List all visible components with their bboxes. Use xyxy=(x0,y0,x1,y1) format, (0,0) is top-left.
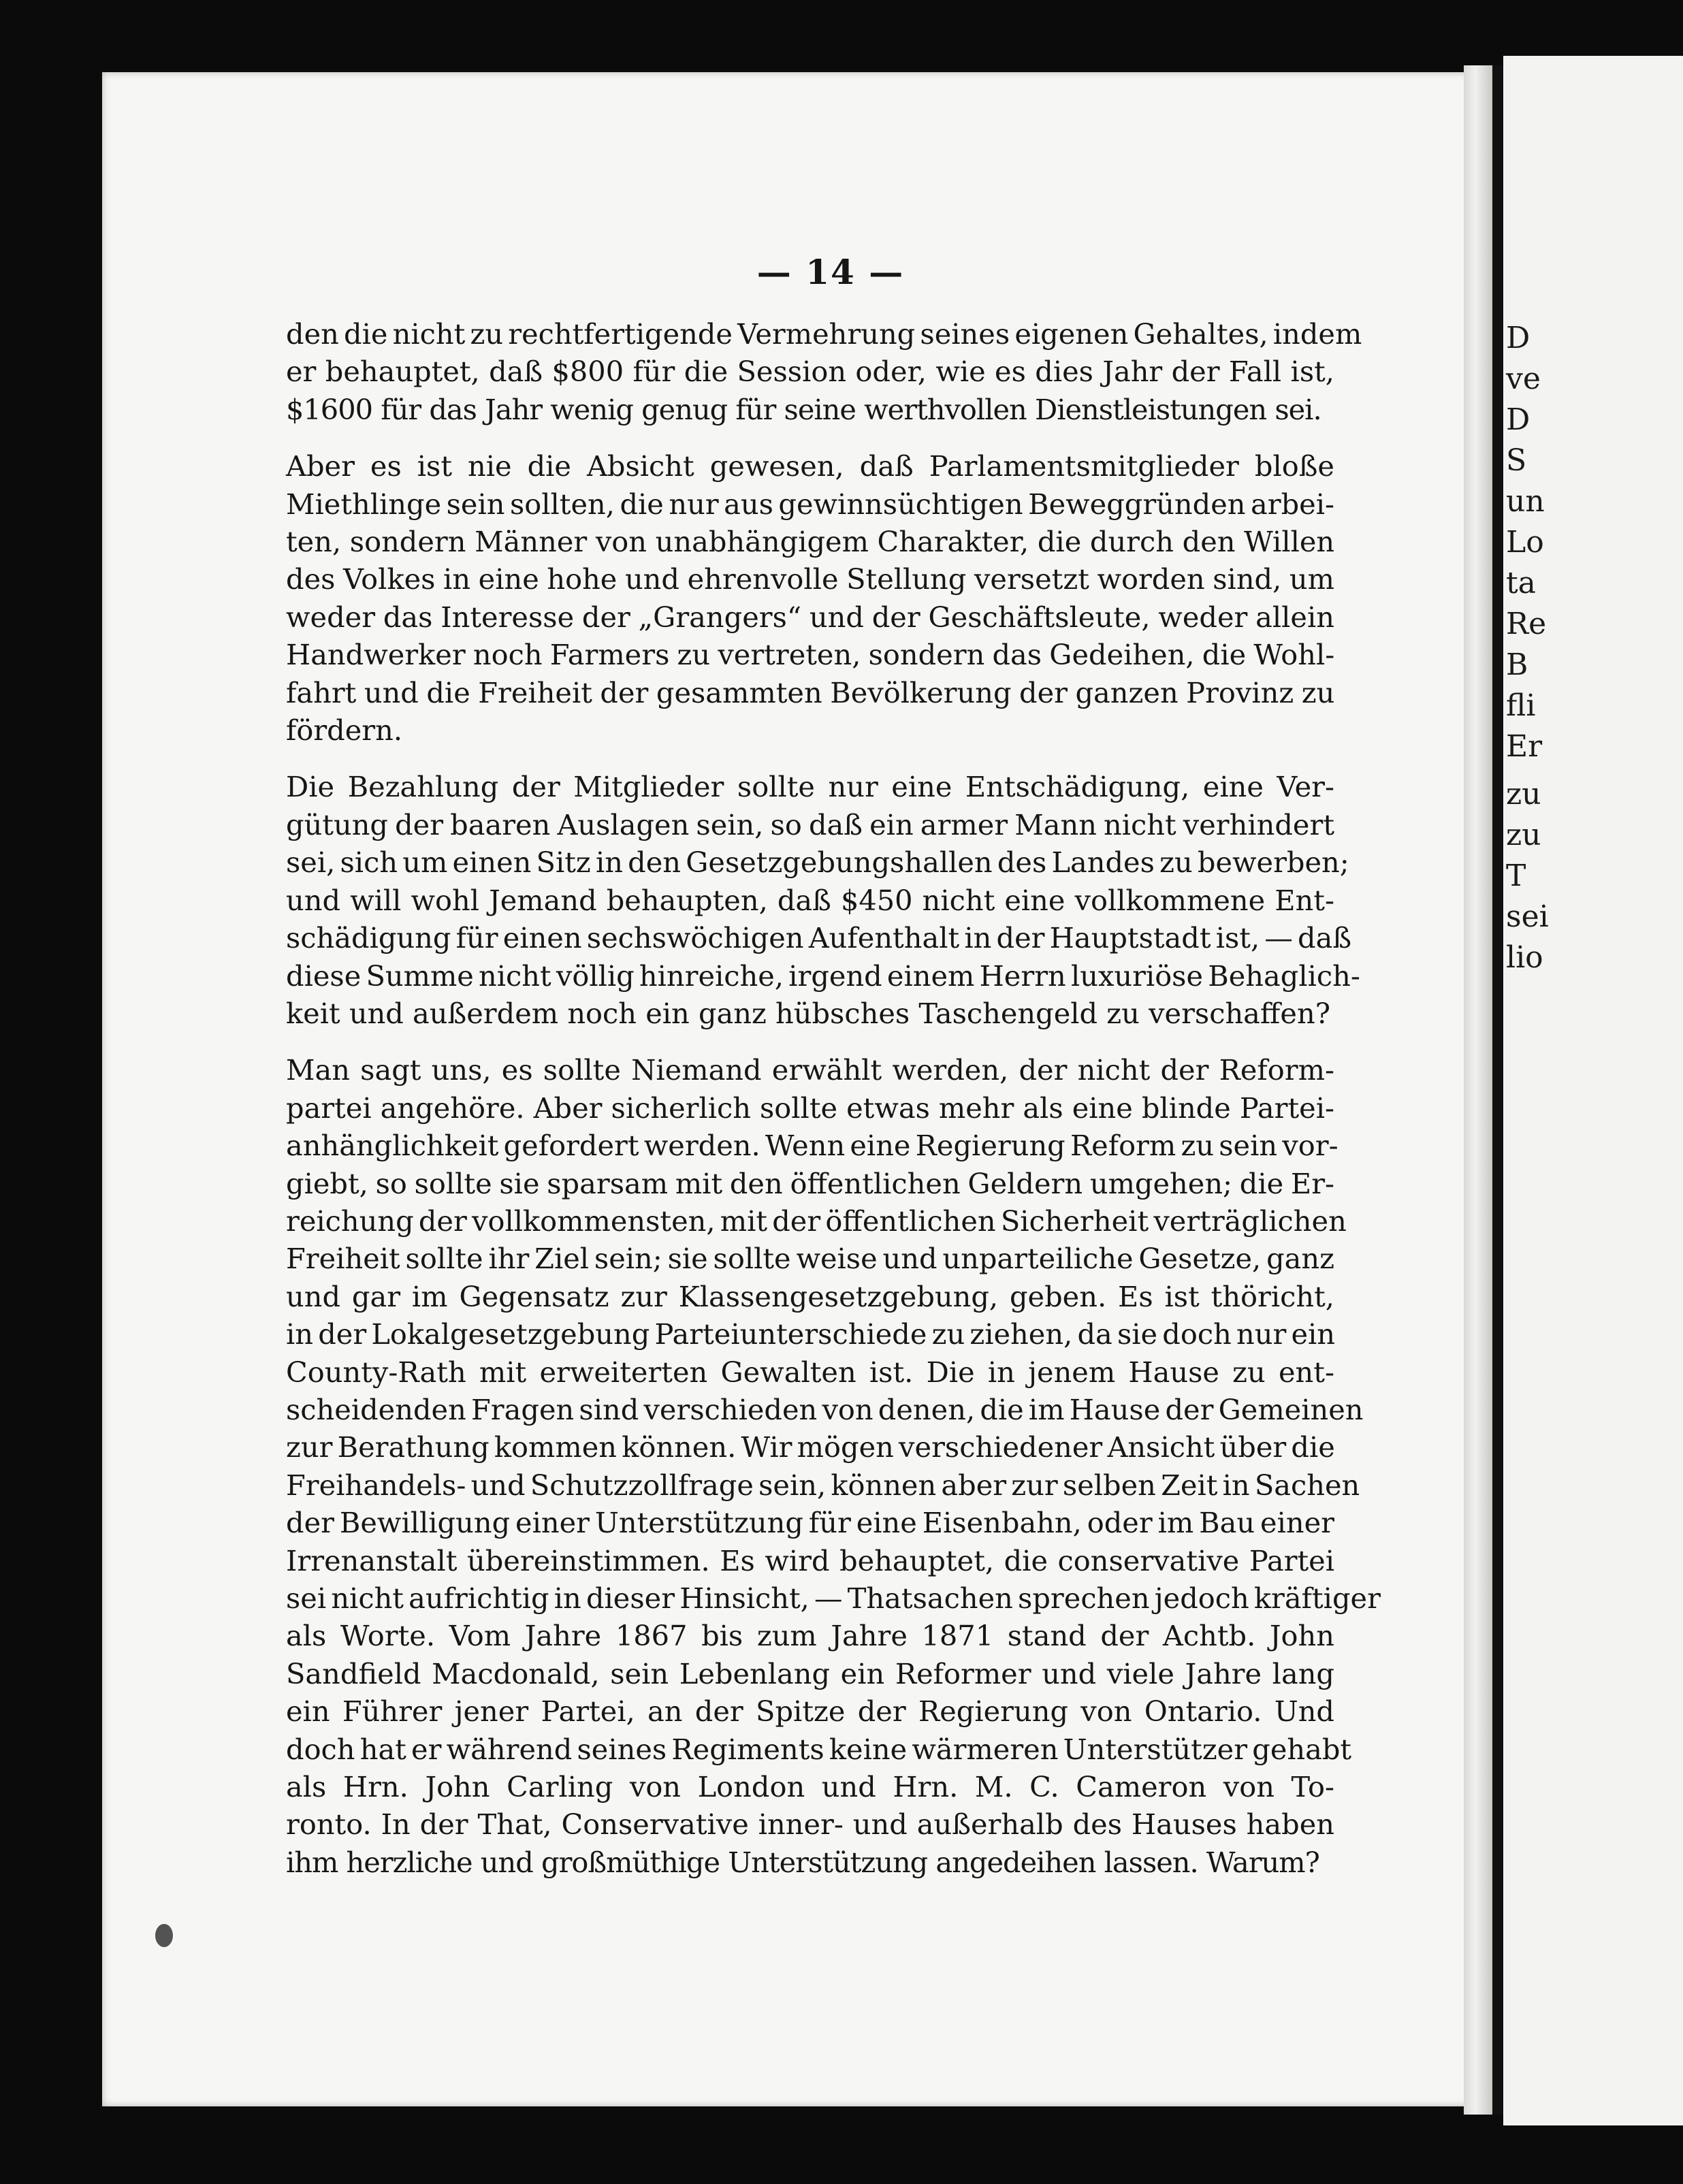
adjacent-page-fragment: Lo xyxy=(1506,525,1544,560)
text-line: reichung der vollkommensten, mit der öffentlichen Sicherheit verträglichen xyxy=(286,1204,1347,1238)
text-line: Freihandels- und Schutzzollfrage sein, können aber zur selben Zeit in Sachen xyxy=(286,1468,1360,1502)
text-line: ronto. In der That, Conservative inner- und außerhalb des Hauses haben xyxy=(286,1808,1334,1842)
text-line: ten, sondern Männer von unabhängigem Charakter, die durch den Willen xyxy=(286,525,1335,559)
paragraph xyxy=(286,447,1334,749)
adjacent-page-fragment: zu xyxy=(1506,777,1541,812)
text-line: partei angehöre. Aber sicherlich sollte etwas mehr als eine blinde Partei- xyxy=(286,1091,1334,1125)
text-line: Miethlinge sein sollten, die nur aus gewinnsüchtigen Beweggründen arbei- xyxy=(286,487,1334,521)
text-line: diese Summe nicht völlig hinreiche, irgend einem Herrn luxuriöse Behaglich- xyxy=(286,959,1360,993)
body-text xyxy=(286,315,1381,1881)
adjacent-page-fragment: Er xyxy=(1506,729,1543,764)
paragraph xyxy=(286,768,1360,1032)
adjacent-page-fragment: zu xyxy=(1506,818,1541,852)
text-line: weder das Interesse der „Grangers“ und der Geschäftsleute, weder allein xyxy=(286,600,1334,634)
page-number: — 14 — xyxy=(756,252,905,292)
text-line: anhänglichkeit gefordert werden. Wenn eine Regierung Reform zu sein vor- xyxy=(286,1129,1339,1163)
adjacent-page-fragment: T xyxy=(1506,858,1526,893)
text-line: den die nicht zu rechtfertigende Vermehrung seines eigenen Gehaltes, indem xyxy=(286,317,1362,351)
text-line: Die Bezahlung der Mitglieder sollte nur eine Entschädigung, eine Ver- xyxy=(286,770,1334,804)
text-line: schädigung für einen sechswöchigen Aufenthalt in der Hauptstadt ist, — daß xyxy=(286,921,1352,955)
adjacent-page-fragment: B xyxy=(1506,647,1528,682)
text-line: zur Berathung kommen können. Wir mögen verschiedener Ansicht über die xyxy=(286,1430,1335,1464)
text-line: gütung der baaren Auslagen sein, so daß ein armer Mann nicht verhindert xyxy=(286,807,1334,841)
text-line: Handwerker noch Farmers zu vertreten, sondern das Gedeihen, die Wohl- xyxy=(286,638,1335,672)
adjacent-page-fragment: S xyxy=(1506,443,1527,478)
page-content xyxy=(286,252,1381,1881)
text-line: des Volkes in eine hohe und ehrenvolle Stellung versetzt worden sind, um xyxy=(286,562,1334,596)
text-line: sei nicht aufrichtig in dieser Hinsicht, — Thatsachen sprechen jedoch kräftiger xyxy=(286,1581,1381,1615)
paragraph xyxy=(286,1051,1381,1881)
page-edge xyxy=(1464,65,1492,2115)
adjacent-page-fragment: D xyxy=(1506,402,1530,437)
book-gutter xyxy=(1492,65,1503,2115)
text-line: $1600 für das Jahr wenig genug für seine werthvollen Dienstleistungen sei. xyxy=(286,392,1321,426)
text-line: scheidenden Fragen sind verschieden von denen, die im Hause der Gemeinen xyxy=(286,1392,1364,1426)
ink-smudge xyxy=(155,1924,173,1947)
adjacent-page xyxy=(1503,56,1683,2125)
adjacent-page-fragment: sei xyxy=(1506,899,1549,934)
text-line: ein Führer jener Partei, an der Spitze der Regierung von Ontario. Und xyxy=(286,1695,1334,1729)
adjacent-page-fragment: fli xyxy=(1506,688,1536,723)
text-line: Man sagt uns, es sollte Niemand erwählt werden, der nicht der Reform- xyxy=(286,1053,1334,1087)
adjacent-page-fragment: ve xyxy=(1506,362,1541,396)
text-line: keit und außerdem noch ein ganz hübsches Taschengeld zu verschaffen? xyxy=(286,996,1330,1030)
paragraph xyxy=(286,315,1362,428)
text-line: in der Lokalgesetzgebung Parteiunterschiede zu ziehen, da sie doch nur ein xyxy=(286,1317,1336,1351)
text-line: als Hrn. John Carling von London und Hrn. M. C. Cameron von To- xyxy=(286,1770,1334,1804)
text-line: doch hat er während seines Regiments keine wärmeren Unterstützer gehabt xyxy=(286,1732,1352,1766)
text-line: ihm herzliche und großmüthige Unterstützung angedeihen lassen. Warum? xyxy=(286,1845,1319,1879)
text-line: Aber es ist nie die Absicht gewesen, daß Parlamentsmitglieder bloße xyxy=(286,449,1334,483)
text-line: giebt, so sollte sie sparsam mit den öffentlichen Geldern umgehen; die Er- xyxy=(286,1166,1335,1200)
text-line: fahrt und die Freiheit der gesammten Bevölkerung der ganzen Provinz zu xyxy=(286,675,1335,709)
text-line: Freiheit sollte ihr Ziel sein; sie sollte weise und unparteiliche Gesetze, ganz xyxy=(286,1242,1334,1276)
adjacent-page-fragment: Re xyxy=(1506,607,1547,641)
adjacent-page-fragment: lio xyxy=(1506,940,1543,975)
adjacent-page-fragment: un xyxy=(1506,484,1545,519)
text-line: sei, sich um einen Sitz in den Gesetzgebungshallen des Landes zu bewerben; xyxy=(286,846,1349,880)
adjacent-page-fragment: D xyxy=(1506,321,1530,355)
text-line: County-Rath mit erweiterten Gewalten ist. Die in jenem Hause zu ent- xyxy=(286,1355,1334,1389)
text-line: und will wohl Jemand behaupten, daß $450 nicht eine vollkommene Ent- xyxy=(286,883,1334,917)
text-line: Sandfield Macdonald, sein Lebenlang ein Reformer und viele Jahre lang xyxy=(286,1656,1334,1690)
text-line: fördern. xyxy=(286,713,403,748)
text-line: und gar im Gegensatz zur Klassengesetzgebung, geben. Es ist thöricht, xyxy=(286,1279,1334,1313)
text-line: der Bewilligung einer Unterstützung für eine Eisenbahn, oder im Bau einer xyxy=(286,1506,1334,1540)
text-line: Irrenanstalt übereinstimmen. Es wird behauptet, die conservative Partei xyxy=(286,1543,1334,1577)
text-line: als Worte. Vom Jahre 1867 bis zum Jahre 1871 stand der Achtb. John xyxy=(286,1619,1334,1653)
adjacent-page-fragment: ta xyxy=(1506,566,1536,600)
text-line: er behauptet, daß $800 für die Session oder, wie es dies Jahr der Fall ist, xyxy=(286,355,1334,389)
